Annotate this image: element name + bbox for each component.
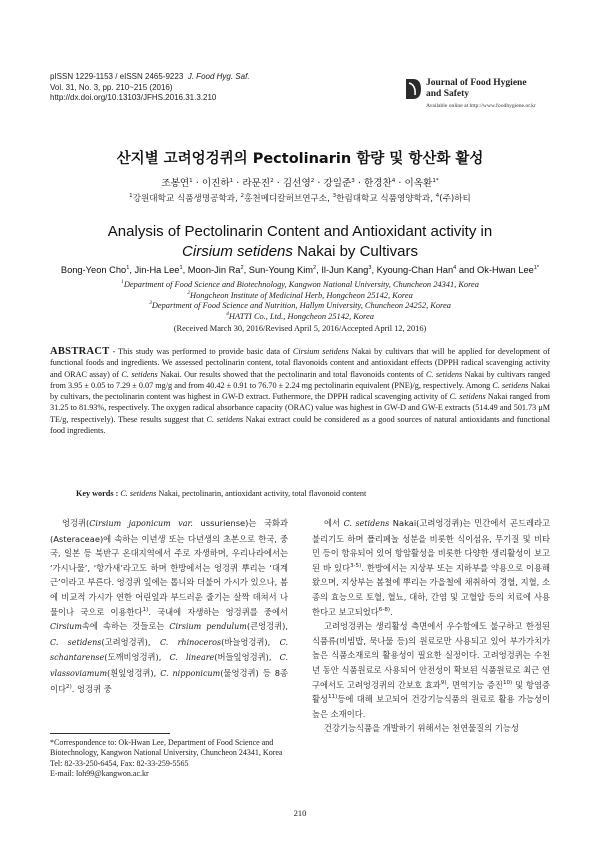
affil-mark: 1 [129,193,133,200]
body-paragraph [312,721,550,736]
english-title-line2 [0,242,600,262]
text-run: . 엉겅퀴 중 [71,683,112,694]
text-run: 속에 속하는 것들로는 [81,621,170,632]
abstract [50,346,550,436]
text-run: (바늘엉겅퀴), [221,636,280,647]
english-author-affil-mark: 1 [126,264,130,271]
correspondence-email[interactable]: E-mail: loh99@kangwon.ac.kr [50,769,149,779]
author-separator: · [192,178,202,189]
author-separator: · [354,178,364,189]
author-separator: · [314,178,324,189]
korean-affiliation: 홍천메디칼허브연구소, [244,194,333,204]
text-run: 등에 대해 보고되어 건강기능식품의 원료로 활용 가능성이 높은 소재이다. [312,694,550,719]
text-run: (흰잎엉겅퀴), [107,667,161,678]
korean-affiliation: (주)하티 [439,194,471,204]
correspondence-footnote [50,738,300,780]
text-run: (도깨비엉겅퀴), [104,652,170,663]
reference-mark: 3-5) [349,563,362,570]
korean-author-affil-mark: 1* [432,177,439,184]
korean-author-affil-mark: 1 [189,177,193,184]
text-run: 및 항염증 활성 [312,679,550,705]
species-name: C. setidens [492,380,529,390]
korean-authors [0,175,600,189]
english-title-line1: Analysis of Pectolinarin Content and Antioxidant activity in [107,223,493,240]
issn-text: pISSN 1229-1153 / eISSN 2465-9223 [50,72,184,81]
keywords-body [118,489,366,498]
author-separator: , [182,265,188,275]
english-title [0,222,600,262]
doi-link[interactable]: http://dx.doi.org/10.13103/JFHS.2016.31.3.210 [50,93,217,102]
text-run: Nakai(고려엉겅퀴)는 민간에서 곤드레라고 불리기도 하며 폴리페놀 성분을 비롯한 식이섬유, 무기질 및 비타민 등이 함유되어 있어 항암활성을 비롯한 다양한 생리활성이 보고된 바 있다 [312,518,550,573]
reference-mark: 6-8) [378,606,391,613]
text-run: (버들잎엉겅퀴), [214,652,280,663]
text-run: . 한방에서는 지상부 또는 지하부를 약용으로 이용해 왔으며, 지상부는 봄철에 뿌리는 가을철에 채취하여 경혈, 지혈, 소종의 효능으로 토혈, 혈뇨, 대하, 간염 및 고혈압 등의 치료에 사용한다고 보고되었다 [312,562,550,617]
text-run: (큰엉겅퀴), [246,621,289,632]
text-run: . 국내에 자생하는 엉겅퀴를 중에서 [148,606,288,617]
english-title-rest: Nakai by Cultivars [292,243,418,260]
text-run: . [390,606,393,617]
text-run: 에서 [324,518,344,528]
correspondence-address: *Correspondence to: Ok-Hwan Lee, Department of Food Science and Biotechnology, Kangwon National University, Chuncheon 24341, Korea [50,738,283,758]
korean-author-affil-mark: 2 [310,177,315,184]
english-author-affil-mark: 2 [240,264,244,271]
english-author-name: Sun-Young Kim [248,265,314,275]
species-name: C. setidens [449,392,486,402]
species-name: C. setidens [50,637,102,647]
species-name: Cirsium pendulum [169,622,247,632]
citation-block [50,72,250,104]
affil-mark: 3 [332,193,337,200]
abstract-heading: ABSTRACT [50,346,110,357]
korean-author-name: 강일준 [323,178,352,189]
english-affiliation-text: Department of Food Science and Biotechnology, Kangwon National University, Chuncheon 24341, Korea [123,280,479,289]
species-name: C. setidens [343,519,390,528]
english-author-affil-mark: 2 [313,264,317,271]
species-name: Cirsium setidens [292,347,349,356]
korean-author-affil-mark: 4 [391,177,396,184]
affil-mark: 2 [240,193,245,200]
body-column-left [50,516,288,696]
species-name: C. setidens [120,489,157,498]
keywords [76,489,366,498]
species-name: C. vlassoviamum [50,653,288,678]
species-name: Cirsium [50,622,82,632]
text-run: ussuriense)는 국화과 (Asteraceae)에 속하는 이년생 또는 다년생의 초본으로 한국, 중국, 일본 등 북반구 온대지역에서 주로 자생하며, 우리나라에서는 ‘가시나물’, ‘항가새’라고도 하며 한방에서는 엉겅퀴 뿌리는 ‘대계근’이라고 부른다. 엉겅퀴 잎에는 톱니와 더불어 가시가 있으나, 봄에 비교적 가시가 연한 어린잎과 부드러운 줄기는 살짝 데쳐서 나물이나 국으로 이용한다 [50,518,288,617]
journal-name [426,78,527,100]
species-name: Cirsium japonicum var. [89,519,193,528]
english-authors [0,265,600,275]
body-paragraph [312,619,550,721]
english-affiliation-text: HATTI Co., Ltd., Hongcheon 25142, Korea [228,311,374,321]
author-separator: , [243,265,249,275]
journal-name-line2: and Safety [426,89,470,99]
affil-mark: 4 [435,193,440,200]
issn-line [50,72,250,83]
author-separator: · [233,178,243,189]
english-affiliation [0,312,600,323]
body-paragraph [50,516,288,696]
author-separator: and [456,265,477,275]
text-run: , 면역기능 증진 [446,679,503,690]
correspondence-phone: Tel: 82-33-250-6454, Fax: 82-33-259-5565 [50,758,189,768]
korean-author-name: 한경찬 [363,178,392,189]
korean-author-affil-mark: 3 [351,177,355,184]
reference-mark: 1) [142,606,149,613]
species-name: C. setidens [425,369,463,379]
author-separator: , [129,265,135,275]
english-author-affil-mark: 3 [368,264,372,271]
body-paragraph [312,516,550,619]
korean-affiliation: 한림대학교 식품영양학과, [336,194,436,204]
text-run: Nakai by cultivars that will be applied for development of functional foods and ingredients. We assessed pectolinarin content, total flavonoids content and antioxidant effects (DPPH radical scavenging activity and ORAC assay) of [50,347,550,379]
korean-affiliation: 강원대학교 식품생명공학과, [132,194,241,204]
reference-mark: 10) [502,679,513,686]
korean-author-name: 조봉연 [161,178,190,189]
journal-url[interactable]: Available online at http://www.foodhygiene.or.kr [426,103,536,109]
species-name: C. rhinoceros [159,637,222,647]
species-name: C. setidens [206,414,244,424]
text-run: Nakai, pectolinarin, antioxidant activity, total flavonoid content [156,489,367,498]
english-title-species: Cirsium setidens [182,243,293,260]
english-affiliation [0,280,600,291]
keywords-label: Key words : [76,489,119,498]
footnote-divider [50,733,170,734]
korean-author-name: 이옥환 [404,178,433,189]
korean-author-name: 라문진 [242,178,271,189]
text-run: Nakai. Our results showed that the pectolinarin and total flavonoids contents of [157,369,426,379]
species-name: C. setidens [121,369,158,379]
english-affiliation [0,301,600,312]
author-separator: , [371,265,377,275]
english-author-affil-mark: 1* [533,264,540,271]
english-affiliation [0,291,600,302]
author-separator: · [273,178,283,189]
english-author-name: Bong-Yeon Cho [60,265,127,275]
text-run: Nakai ranged from 31.25 to 81.93%, respectively. The oxygen radical absorbance capacity (ORAC) value was highest in GW-D and GW-E extracts (514.49 and 501.73 μM TE/g, respectively). These results suggest that [50,392,550,424]
english-author-name: Il-Jun Kang [321,265,369,275]
text-run: Nakai by cultivars, the pectolinarin content was highest in GW-D extract. Futhermore, the DPPH radical scavenging activity of [50,380,550,402]
journal-leaf-icon [404,77,424,101]
species-name: C. lineare [169,653,215,663]
journal-logo [404,77,554,115]
korean-author-affil-mark: 2 [270,177,274,184]
affil-mark: 3 [149,300,152,307]
korean-title: 산지별 고려엉겅퀴의 Pectolinarin 함량 및 항산화 활성 [116,151,484,167]
body-column-right [312,516,550,736]
page-number: 210 [293,808,307,818]
affil-mark: 4 [226,310,229,317]
english-affiliations [0,280,600,322]
text-run: 엉겅퀴( [62,518,90,528]
english-affiliation-text: Hongcheon Institute of Medicinal Herb, Hongcheon 25142, Korea [190,290,413,300]
text-run: (물엉겅퀴) 등 8종이다 [50,667,288,694]
korean-affiliations [0,192,600,204]
received-dates: (Received March 30, 2016/Revised April 5, 2016/Accepted April 12, 2016) [173,324,427,333]
species-name: C. schantarense [50,637,289,663]
journal-abbrev: J. Food Hyg. Saf. [187,72,250,81]
affil-mark: 1 [121,279,124,286]
english-author-name: Moon-Jin Ra [187,265,241,275]
text-run: Nakai by cultivars ranged from 3.95 ± 0.05 to 7.29 ± 0.07 mg/g and from 40.42 ± 0.91 to 76.70 ± 2.24 mg pectolinarin equivalent (PNE)/g, respectively. Among [50,369,550,390]
english-author-affil-mark: 1 [179,264,183,271]
reference-mark: 11) [328,694,338,701]
abstract-body [50,347,550,435]
text-run: (고려엉겅퀴), [101,636,160,647]
english-author-name: Jin-Ha Lee [134,265,180,275]
author-separator: , [316,265,322,275]
reference-mark: 9) [440,679,447,686]
journal-name-line1: Journal of Food Hygiene [426,78,527,88]
korean-author-name: 이진하 [201,178,230,189]
affil-mark: 2 [187,289,191,296]
english-affiliation-text: Department of Food Science and Nutrition, Hallym University, Chuncheon 24252, Korea [151,301,451,310]
reference-mark: 2) [66,683,72,690]
english-author-name: Ok-Hwan Lee [476,265,534,275]
korean-author-name: 김선영 [282,178,311,189]
text-run: Nakai extract could be considered as a good sources of natural antioxidants and functional food ingredients. [50,414,550,436]
volume-line: Vol. 31, No. 3, pp. 210~215 (2016) [50,82,173,92]
text-run: 건강기능식품을 개발하기 위해서는 천연물질의 기능성 [324,723,519,734]
species-name: C. nipponicum [160,668,221,678]
author-separator: · [395,178,405,189]
english-author-name: Kyoung-Chan Han [376,265,454,275]
english-author-affil-mark: 4 [453,264,457,271]
korean-author-affil-mark: 1 [229,177,234,184]
text-run: 고려엉겅퀴는 생리활성 측면에서 우수함에도 불구하고 한정된 식품류(비빔밥, 묵나물 등)의 원료로만 사용되고 있어 부가가치가 높은 식품소재로의 활용성이 필요한 실정이다. 고려엉겅퀴는 수천 년 동안 식품원료로 사용되어 안전성이 확보된 식품원료로 최근 연구에서도 고려엉겅퀴의 간보호 효과 [312,621,550,690]
text-run: - This study was performed to provide basic data of [109,347,293,356]
